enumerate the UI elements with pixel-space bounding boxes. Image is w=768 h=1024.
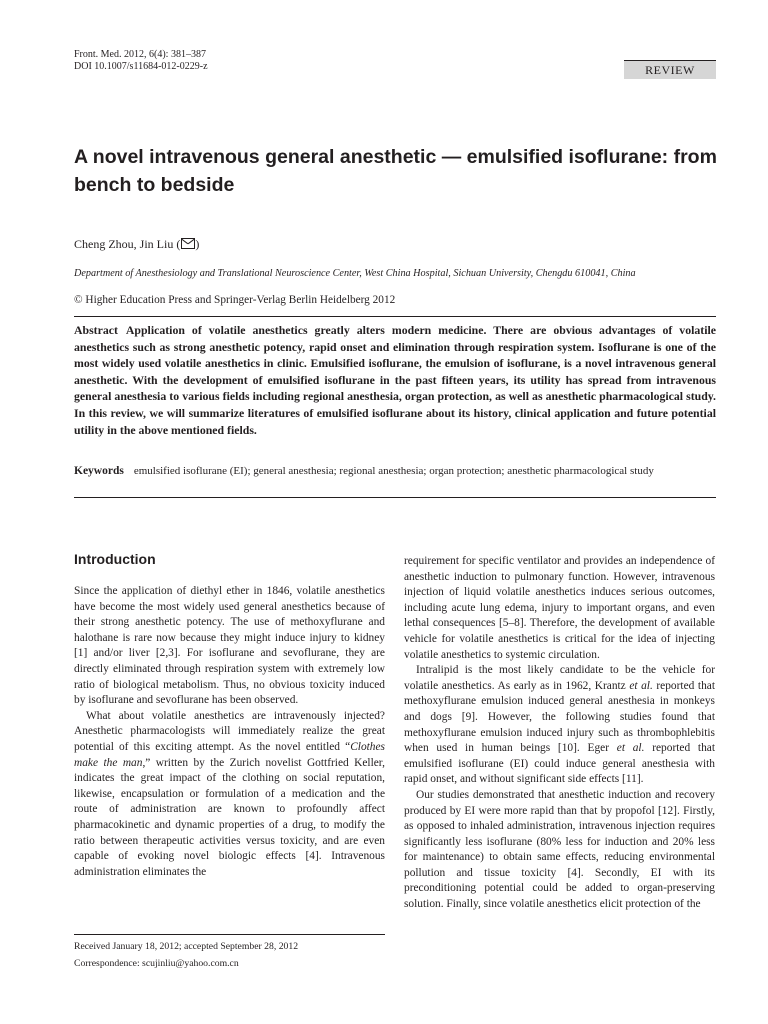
correspondence: Correspondence: scujinliu@yahoo.com.cn — [74, 958, 239, 969]
envelope-icon — [181, 238, 195, 249]
paragraph: Since the application of diethyl ether in 1846, volatile anesthetics have become the most widely used general anesthetics because of their strong anesthetic potency. The use of methoxyflurane and halothane is rare now because they might induce injury to kidney [1] and/or liver [2,3]. For isoflurane and sevoflurane, they are directly eliminated through respiration system with extremely low ratio of biological metabolism. Thus, no obvious toxicity induced by isoflurane and sevoflurane has been observed. — [74, 585, 385, 707]
affiliation: Department of Anesthesiology and Translational Neuroscience Center, West China Hospital, Sichuan University, Chengdu 610041, China — [74, 268, 636, 279]
keywords-label: Keywords — [74, 465, 124, 477]
journal-citation: Front. Med. 2012, 6(4): 381–387 — [74, 49, 206, 60]
paragraph: What about volatile anesthetics are intravenously injected? Anesthetic pharmacologists will immediately realize the great potential of this exciting attempt. As the novel entitled “Clothes make the man,” written by the Zurich novelist Gottfried Keller, indicates the great impact of the clothing on social reputation, likewise, encapsulation or formulation of a medication and the route of administration are known to profoundly affect pharmacokinetic and dynamic properties of a drug, to modify the ratio between therapeutic activities versus toxicity, and are even capable of evoking novel biologic effects [4]. Intravenous administration eliminates the — [74, 709, 385, 878]
abstract-text: Application of volatile anesthetics greatly alters modern medicine. There are obvious advantages of volatile anesthetics such as strong anesthetic potency, rapid onset and elimination through respiration system. Isoflurane is one of the most widely used volatile anesthetics in clinic. Emulsified isoflurane, the emulsion of isoflurane, is a novel intravenous general anesthetic. With the development of emulsified isoflurane in the past fifteen years, its utility has spread from intravenous general anesthesia to various fields including regional anesthesia, organ protection, as well as anesthetic pharmacological study. In this review, we will summarize literatures of emulsified isoflurane about its history, clinical application and future potential utility in the above mentioned fields. — [74, 323, 716, 437]
footnote-rule — [74, 934, 385, 935]
abstract — [74, 322, 716, 438]
novel-title: Clothes make the man — [74, 740, 385, 769]
paragraph: Our studies demonstrated that anesthetic induction and recovery produced by EI were more rapid than that by propofol [12]. Firstly, as opposed to inhaled administration, intravenous injection requires significantly less isoflurane (80% less for induction and 20% less for maintenance) to obtain same effects, reducing environmental pollution and tissue toxicity [4]. Secondly, EI with its preconditioning potential could be added to organ-preserving solution. Finally, since volatile anesthetics elicit protection of the — [404, 788, 715, 911]
journal-header — [74, 49, 208, 73]
author-line: Cheng Zhou, Jin Liu ( ) — [74, 237, 200, 251]
paragraph: Intralipid is the most likely candidate to be the vehicle for volatile anesthetics. As early as in 1962, Krantz et al. reported that methoxyflurane emulsion induced general anesthesia in monkeys and dogs [9]. However, the following studies found that methoxyflurane emulsion induced injury such as thrombophlebitis when used in human beings [10]. Eger et al. reported that emulsified isoflurane (EI) could induce general anesthesia with rapid onset, and without significant side effects [11]. — [404, 664, 715, 786]
author-names: Cheng Zhou, Jin Liu — [74, 237, 174, 251]
abstract-label: Abstract — [74, 323, 118, 337]
paragraph: requirement for specific ventilator and provides an independence of anesthetic induction to pulmonary function. However, intravenous injection of liquid volatile anesthetics induces serious outcomes, including acute lung edema, injury to important organs, and even lethal consequences [5–8]. Therefore, the development of available vehicle for volatile anesthetics is critical for the idea of injecting volatile anesthetics to systemic circulation. — [404, 555, 715, 661]
keywords — [74, 463, 716, 480]
section-heading-introduction: Introduction — [74, 551, 156, 567]
left-column — [74, 584, 385, 880]
abstract-top-rule — [74, 316, 716, 317]
article-title: A novel intravenous general anesthetic — emulsified isoflurane: from bench to bedside — [74, 146, 717, 196]
article-type-badge: REVIEW — [624, 60, 716, 79]
right-column — [404, 554, 715, 913]
keywords-text: emulsified isoflurane (EI); general anesthesia; regional anesthesia; organ protection; anesthetic pharmacological study — [133, 465, 654, 477]
doi-line: DOI 10.1007/s11684-012-0229-z — [74, 61, 208, 72]
received-date: Received January 18, 2012; accepted September 28, 2012 — [74, 941, 299, 952]
keywords-bottom-rule — [74, 497, 716, 498]
copyright-notice: © Higher Education Press and Springer-Verlag Berlin Heidelberg 2012 — [74, 294, 396, 306]
footnotes — [74, 938, 298, 972]
